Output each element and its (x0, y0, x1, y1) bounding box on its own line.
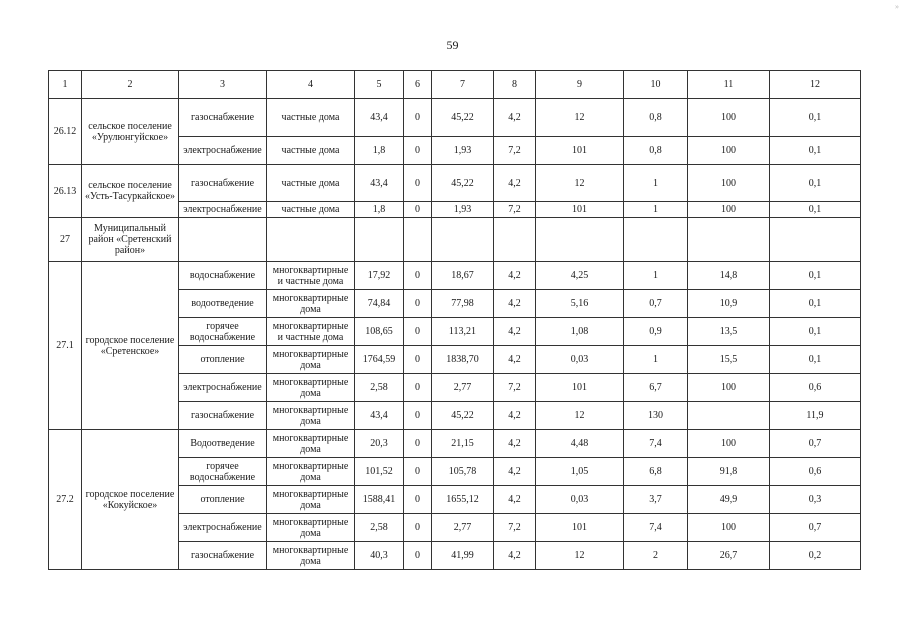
value-cell: 130 (624, 402, 688, 430)
value-cell: 2,77 (432, 514, 494, 542)
value-cell: 1,8 (355, 202, 404, 218)
page-number: 59 (446, 38, 459, 52)
housing-type-cell: многоквартирные дома (267, 402, 355, 430)
value-cell: 0,6 (770, 458, 861, 486)
value-cell: 100 (688, 514, 770, 542)
value-cell: 101,52 (355, 458, 404, 486)
value-cell: 0 (404, 318, 432, 346)
housing-type-cell: многоквартирные дома (267, 346, 355, 374)
service-cell: горячее водоснабжение (179, 318, 267, 346)
value-cell: 1 (624, 346, 688, 374)
value-cell: 11,9 (770, 402, 861, 430)
table-row (49, 165, 861, 202)
value-cell: 0 (404, 374, 432, 402)
value-cell: 0,7 (770, 514, 861, 542)
value-cell (404, 218, 432, 262)
value-cell: 0,7 (624, 290, 688, 318)
service-cell: отопление (179, 486, 267, 514)
service-cell: газоснабжение (179, 542, 267, 570)
service-cell: газоснабжение (179, 402, 267, 430)
column-header: 3 (179, 71, 267, 99)
value-cell: 100 (688, 137, 770, 165)
service-cell: Водоотведение (179, 430, 267, 458)
value-cell: 0,1 (770, 99, 861, 137)
value-cell: 0 (404, 290, 432, 318)
value-cell: 6,8 (624, 458, 688, 486)
service-cell: отопление (179, 346, 267, 374)
column-header: 6 (404, 71, 432, 99)
housing-type-cell: частные дома (267, 202, 355, 218)
value-cell: 0,1 (770, 137, 861, 165)
value-cell: 0,1 (770, 346, 861, 374)
table-row (49, 218, 861, 262)
value-cell: 100 (688, 374, 770, 402)
value-cell: 101 (536, 202, 624, 218)
value-cell (494, 218, 536, 262)
value-cell: 100 (688, 202, 770, 218)
value-cell (536, 218, 624, 262)
settlement-name: городское поселение «Сретенское» (82, 262, 179, 430)
housing-type-cell: многоквартирные дома (267, 458, 355, 486)
value-cell: 0,9 (624, 318, 688, 346)
housing-type-cell: многоквартирные дома (267, 430, 355, 458)
value-cell: 1655,12 (432, 486, 494, 514)
value-cell: 43,4 (355, 99, 404, 137)
service-cell (179, 218, 267, 262)
service-cell: водоснабжение (179, 262, 267, 290)
housing-type-cell: многоквартирные дома (267, 486, 355, 514)
value-cell: 4,2 (494, 318, 536, 346)
value-cell: 2,58 (355, 374, 404, 402)
data-table (48, 70, 861, 570)
value-cell: 108,65 (355, 318, 404, 346)
value-cell: 1764,59 (355, 346, 404, 374)
housing-type-cell: многоквартирные дома (267, 542, 355, 570)
value-cell: 49,9 (688, 486, 770, 514)
value-cell: 4,2 (494, 486, 536, 514)
value-cell: 40,3 (355, 542, 404, 570)
table-row (49, 99, 861, 137)
housing-type-cell: частные дома (267, 137, 355, 165)
service-cell: электроснабжение (179, 137, 267, 165)
service-cell: электроснабжение (179, 514, 267, 542)
value-cell: 12 (536, 542, 624, 570)
value-cell: 41,99 (432, 542, 494, 570)
value-cell: 4,48 (536, 430, 624, 458)
housing-type-cell: многоквартирные и частные дома (267, 262, 355, 290)
value-cell: 0,3 (770, 486, 861, 514)
value-cell (770, 218, 861, 262)
value-cell: 91,8 (688, 458, 770, 486)
value-cell: 2 (624, 542, 688, 570)
value-cell: 4,2 (494, 430, 536, 458)
table-row (49, 430, 861, 458)
value-cell: 0 (404, 514, 432, 542)
housing-type-cell: многоквартирные и частные дома (267, 318, 355, 346)
service-cell: газоснабжение (179, 165, 267, 202)
value-cell: 0,03 (536, 486, 624, 514)
value-cell: 74,84 (355, 290, 404, 318)
value-cell: 1 (624, 262, 688, 290)
value-cell: 101 (536, 137, 624, 165)
value-cell: 100 (688, 165, 770, 202)
section-number: 27.2 (49, 430, 82, 570)
value-cell: 1 (624, 165, 688, 202)
settlement-name: Муниципальный район «Сретенский район» (82, 218, 179, 262)
housing-type-cell: многоквартирные дома (267, 374, 355, 402)
section-number: 27 (49, 218, 82, 262)
value-cell: 1,93 (432, 202, 494, 218)
value-cell: 101 (536, 374, 624, 402)
value-cell: 77,98 (432, 290, 494, 318)
value-cell: 4,2 (494, 165, 536, 202)
column-header: 8 (494, 71, 536, 99)
value-cell: 0 (404, 486, 432, 514)
value-cell: 0 (404, 202, 432, 218)
settlement-name: сельское поселение «Усть-Тасуркайское» (82, 165, 179, 218)
column-header: 1 (49, 71, 82, 99)
settlement-name: сельское поселение «Урулюнгуйское» (82, 99, 179, 165)
section-number: 26.12 (49, 99, 82, 165)
column-header: 10 (624, 71, 688, 99)
value-cell: 1838,70 (432, 346, 494, 374)
value-cell: 1,05 (536, 458, 624, 486)
value-cell: 1588,41 (355, 486, 404, 514)
value-cell: 0 (404, 262, 432, 290)
value-cell: 0 (404, 165, 432, 202)
settlement-name: городское поселение «Кокуйское» (82, 430, 179, 570)
housing-type-cell: многоквартирные дома (267, 290, 355, 318)
value-cell (432, 218, 494, 262)
service-cell: водоотведение (179, 290, 267, 318)
value-cell: 7,2 (494, 202, 536, 218)
value-cell: 0,03 (536, 346, 624, 374)
housing-type-cell (267, 218, 355, 262)
value-cell: 7,2 (494, 137, 536, 165)
value-cell: 4,2 (494, 542, 536, 570)
column-header: 5 (355, 71, 404, 99)
housing-type-cell: частные дома (267, 165, 355, 202)
value-cell (355, 218, 404, 262)
value-cell: 0 (404, 402, 432, 430)
value-cell: 45,22 (432, 99, 494, 137)
value-cell: 21,15 (432, 430, 494, 458)
value-cell: 0,1 (770, 290, 861, 318)
value-cell (688, 218, 770, 262)
value-cell: 0,2 (770, 542, 861, 570)
value-cell: 4,2 (494, 346, 536, 374)
value-cell: 0 (404, 430, 432, 458)
value-cell: 0 (404, 346, 432, 374)
value-cell: 7,4 (624, 514, 688, 542)
value-cell: 0,1 (770, 318, 861, 346)
value-cell: 4,2 (494, 402, 536, 430)
column-header: 4 (267, 71, 355, 99)
value-cell: 1,93 (432, 137, 494, 165)
value-cell: 4,2 (494, 458, 536, 486)
value-cell: 18,67 (432, 262, 494, 290)
value-cell: 0 (404, 99, 432, 137)
value-cell (688, 402, 770, 430)
housing-type-cell: многоквартирные дома (267, 514, 355, 542)
value-cell: 26,7 (688, 542, 770, 570)
service-cell: горячее водоснабжение (179, 458, 267, 486)
value-cell: 101 (536, 514, 624, 542)
value-cell: 43,4 (355, 165, 404, 202)
value-cell: 6,7 (624, 374, 688, 402)
value-cell: 17,92 (355, 262, 404, 290)
value-cell: 1,08 (536, 318, 624, 346)
value-cell: 7,2 (494, 374, 536, 402)
value-cell: 45,22 (432, 165, 494, 202)
value-cell: 3,7 (624, 486, 688, 514)
column-header: 11 (688, 71, 770, 99)
value-cell: 0 (404, 458, 432, 486)
value-cell: 4,2 (494, 262, 536, 290)
value-cell: 0,6 (770, 374, 861, 402)
table-row (49, 262, 861, 290)
value-cell: 43,4 (355, 402, 404, 430)
value-cell: 5,16 (536, 290, 624, 318)
value-cell: 2,58 (355, 514, 404, 542)
value-cell: 2,77 (432, 374, 494, 402)
value-cell: 1 (624, 202, 688, 218)
value-cell: 12 (536, 165, 624, 202)
value-cell: 14,8 (688, 262, 770, 290)
value-cell: 12 (536, 99, 624, 137)
value-cell: 105,78 (432, 458, 494, 486)
value-cell: 1,8 (355, 137, 404, 165)
value-cell: 7,2 (494, 514, 536, 542)
service-cell: электроснабжение (179, 374, 267, 402)
value-cell: 4,2 (494, 99, 536, 137)
header-row (49, 71, 861, 99)
column-header: 7 (432, 71, 494, 99)
value-cell: 0 (404, 542, 432, 570)
value-cell: 4,2 (494, 290, 536, 318)
value-cell: 10,9 (688, 290, 770, 318)
column-header: 12 (770, 71, 861, 99)
value-cell: 13,5 (688, 318, 770, 346)
value-cell (624, 218, 688, 262)
value-cell: 0 (404, 137, 432, 165)
column-header: 2 (82, 71, 179, 99)
value-cell: 7,4 (624, 430, 688, 458)
value-cell: 113,21 (432, 318, 494, 346)
value-cell: 0,7 (770, 430, 861, 458)
value-cell: 15,5 (688, 346, 770, 374)
service-cell: электроснабжение (179, 202, 267, 218)
value-cell: 100 (688, 99, 770, 137)
section-number: 27.1 (49, 262, 82, 430)
value-cell: 0,8 (624, 137, 688, 165)
value-cell: 4,25 (536, 262, 624, 290)
column-header: 9 (536, 71, 624, 99)
value-cell: 0,8 (624, 99, 688, 137)
housing-type-cell: частные дома (267, 99, 355, 137)
value-cell: 45,22 (432, 402, 494, 430)
corner-mark: » (895, 2, 899, 11)
value-cell: 0,1 (770, 262, 861, 290)
value-cell: 20,3 (355, 430, 404, 458)
service-cell: газоснабжение (179, 99, 267, 137)
value-cell: 0,1 (770, 165, 861, 202)
value-cell: 100 (688, 430, 770, 458)
value-cell: 0,1 (770, 202, 861, 218)
section-number: 26.13 (49, 165, 82, 218)
value-cell: 12 (536, 402, 624, 430)
